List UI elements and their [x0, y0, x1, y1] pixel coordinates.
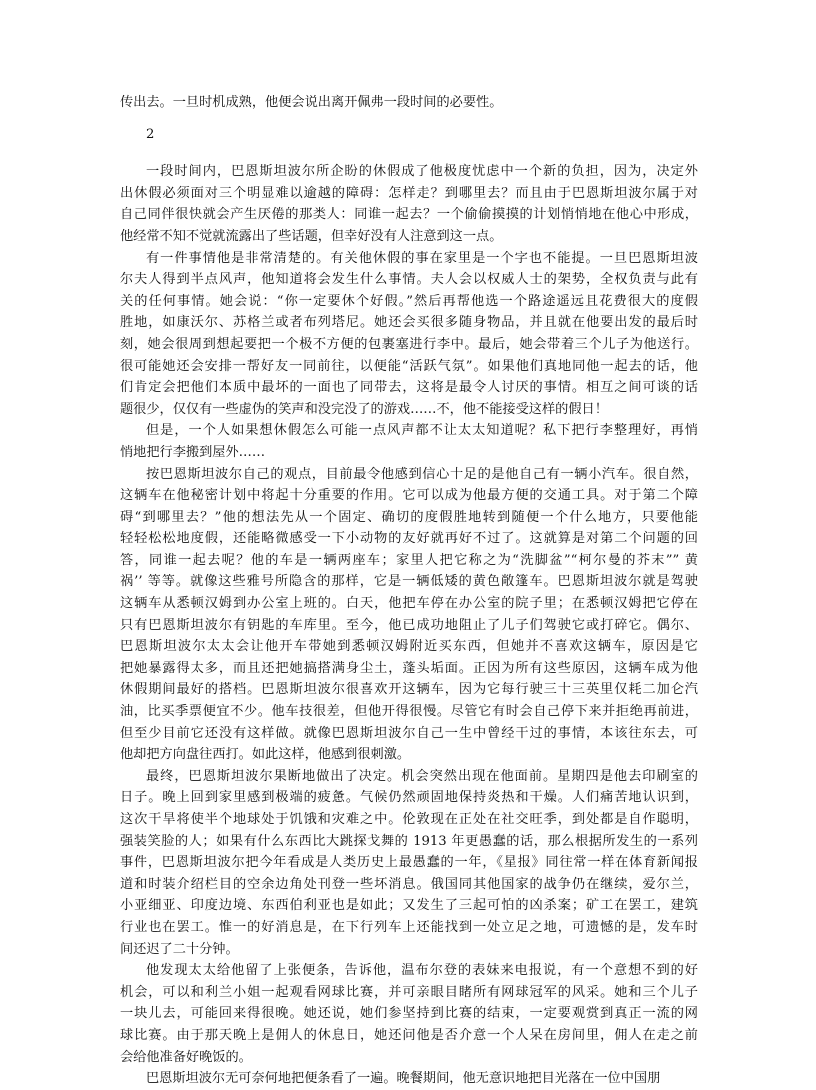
paragraph-line: 这辆车从悉顿汉姆到办公室上班的。白天，他把车停在办公室的院子里；在悉顿汉姆把它停在 [120, 596, 698, 612]
paragraph-line: 会给他准备好晚饭的。 [120, 1049, 252, 1065]
paragraph-line: 悄地把行李搬到屋外…… [120, 444, 266, 460]
paragraph-line: 间还迟了二十分钟。 [120, 941, 239, 957]
paragraph-line: 但至少目前它还没有这样做。就像巴恩斯坦波尔自己一生中曾经干过的事情，本该往东去，可 [120, 725, 698, 741]
paragraph-line: 胜地，如康沃尔、苏格兰或者布列塔尼。她还会买很多随身物品，并且就在他要出发的最后时 [120, 315, 698, 331]
paragraph-line: 一段时间内，巴恩斯坦波尔所企盼的休假成了他极度忧虑中一个新的负担，因为，决定外 [146, 164, 698, 180]
paragraph-line: 祸’’ 等等。就像这些雅号所隐含的那样，它是一辆低矮的黄色敞篷车。巴恩斯坦波尔就是驾驶 [120, 574, 698, 590]
paragraph-line: 按巴恩斯坦波尔自己的观点，目前最令他感到信心十足的是他自己有一辆小汽车。很自然， [146, 466, 698, 482]
paragraph-line: 尔夫人得到半点风声，他知道将会发生什么事情。夫人会以权威人士的架势，全权负责与此有 [120, 272, 698, 288]
paragraph-line: 只有巴恩斯坦波尔有钥匙的车库里。至今，他已成功地阻止了儿子们驾驶它或打碎它。偶尔、 [120, 617, 698, 633]
paragraph-line: 他发现太太给他留了上张便条，告诉他，温布尔登的表妹来电报说，有一个意想不到的好 [146, 963, 698, 979]
paragraph [120, 1068, 698, 1090]
paragraph-line: 强装笑脸的人；如果有什么东西比大跳探戈舞的 1913 年更愚蠢的话，那么根据所发生的一系列 [120, 833, 698, 849]
paragraph-line: 自己同伴很快就会产生厌倦的那类人：同谁一起去？一个偷偷摸摸的计划悄悄地在他心中形成， [120, 207, 698, 223]
document-page [120, 92, 698, 1090]
paragraph-line: 关的任何事情。她会说：“你一定要休个好假。”然后再帮他选一个路途遥远且花费很大的度假 [120, 293, 698, 309]
section-number: 2 [146, 126, 155, 142]
paragraph-line: 这辆车在他秘密计划中将起十分重要的作用。它可以成为他最方便的交通工具。对于第二个障 [120, 488, 698, 504]
paragraph-line: 出休假必须面对三个明显难以逾越的障碍：怎样走？到哪里去？而且由于巴恩斯坦波尔属于对 [120, 185, 698, 201]
paragraph [120, 766, 698, 960]
paragraph-line: 有一件事情他是非常清楚的。有关他休假的事在家里是一个字也不能提。一旦巴恩斯坦波 [146, 250, 698, 266]
paragraph-line: 轻轻松松地度假，还能略微感受一下小动物的友好就再好不过了。这就算是对第二个问题的回 [120, 531, 698, 547]
paragraph-line: 他经常不知不觉就流露出了些话题，但幸好没有人注意到这一点。 [120, 228, 503, 244]
paragraph-line: 这次干旱将使半个地球处于饥饿和灾难之中。伦敦现在正处在社交旺季，到处都是自作聪明， [120, 812, 698, 827]
paragraph-line: 很可能她还会安排一帮好友一同前往，以便能“活跃气氛”。如果他们真地同他一起去的话，他 [120, 358, 698, 374]
paragraph-container [120, 161, 698, 1090]
paragraph-line: 日子。晚上回到家里感到极端的疲惫。气候仍然顽固地保持炎热和干燥。人们痛苦地认识到， [120, 790, 698, 806]
paragraph [120, 960, 698, 1068]
paragraph-line: 球比赛。由于那天晚上是佣人的休息日，她还问他是否介意一个人呆在房间里，佣人在走之前 [120, 1027, 698, 1043]
paragraph-line: 巴恩斯坦波尔无可奈何地把便条看了一遍。晚餐期间，他无意识地把目光落在一位中国朋 [146, 1071, 661, 1087]
paragraph [120, 248, 698, 421]
paragraph-line: 刻，她会很周到想起要把一个极不方便的包裹塞进行李中。最后，她会带着三个儿子为他送行。 [120, 336, 698, 352]
paragraph-line: 油，比买季票便宜不少。他车技很差，但他开得很慢。尽管它有时会自己停下来并拒绝再前进， [120, 704, 698, 720]
paragraph-line: 巴恩斯坦波尔太太会让他开车带她到悉顿汉姆附近买东西，但她并不喜欢这辆车，原因是它 [120, 639, 698, 655]
paragraph-line: 题很少，仅仅有一些虚伪的笑声和没完没了的游戏……不，他不能接受这样的假日！ [120, 401, 608, 417]
paragraph [120, 161, 698, 247]
paragraph-line: 们肯定会把他们本质中最坏的一面也了同带去，这将是最令人讨厌的事情。相互之间可谈的话 [120, 380, 698, 396]
paragraph-line: 一块儿去，可能回来得很晚。她还说，她们参坚持到比赛的结束，一定要观赏到真正一流的网 [120, 1006, 698, 1022]
paragraph-line: 事件，巴恩斯坦波尔把今年看成是人类历史上最愚蠢的一年，《星报》同往常一样在体育新闻报 [120, 855, 698, 871]
paragraph-line: 行业也在罢工。惟一的好消息是，在下行列车上还能找到一处立足之地，可遗憾的是，发车时 [120, 919, 698, 935]
paragraph [120, 464, 698, 766]
paragraph-line: 但是，一个人如果想休假怎么可能一点风声都不让太太知道呢？私下把行李整理好，再悄 [146, 423, 698, 439]
paragraph-line: 机会，可以和利兰小姐一起观看网球比赛，并可亲眼目睹所有网球冠军的风采。她和三个儿子 [120, 984, 698, 1000]
paragraph-line: 小亚细亚、印度边境、东西伯利亚也是如此；又发生了三起可怕的凶杀案；矿工在罢工，建筑 [120, 898, 698, 914]
paragraph [120, 420, 698, 463]
paragraph-line: 把她暴露得太多，而且还把她搞搭满身尘土，蓬头垢面。正因为所有这些原因，这辆车成为他 [120, 660, 698, 676]
paragraph-line: 答，同谁一起去呢？他的车是一辆两座车；家里人把它称之为“洗脚盆”“柯尔曼的芥末”” 黄 [120, 552, 698, 568]
opening-line: 传出去。一旦时机成熟，他便会说出离开佩弗一段时间的必要性。 [120, 95, 503, 110]
paragraph-line: 他却把方向盘往西打。如此这样，他感到很刺激。 [120, 747, 411, 763]
paragraph-line: 道和时装介绍栏目的空余边角处刊登一些坏消息。俄国同其他国家的战争仍在继续，爱尔兰， [120, 876, 698, 892]
paragraph-line: 休假期间最好的搭档。巴恩斯坦波尔很喜欢开这辆车，因为它每行驶三十三英里仅耗二加仑汽 [120, 682, 698, 698]
paragraph-line: 碍“到哪里去？”他的想法先从一个固定、确切的度假胜地转到随便一个什么地方，只要他能 [120, 509, 698, 525]
paragraph-line: 最终，巴恩斯坦波尔果断地做出了决定。机会突然出现在他面前。星期四是他去印刷室的 [146, 768, 698, 784]
